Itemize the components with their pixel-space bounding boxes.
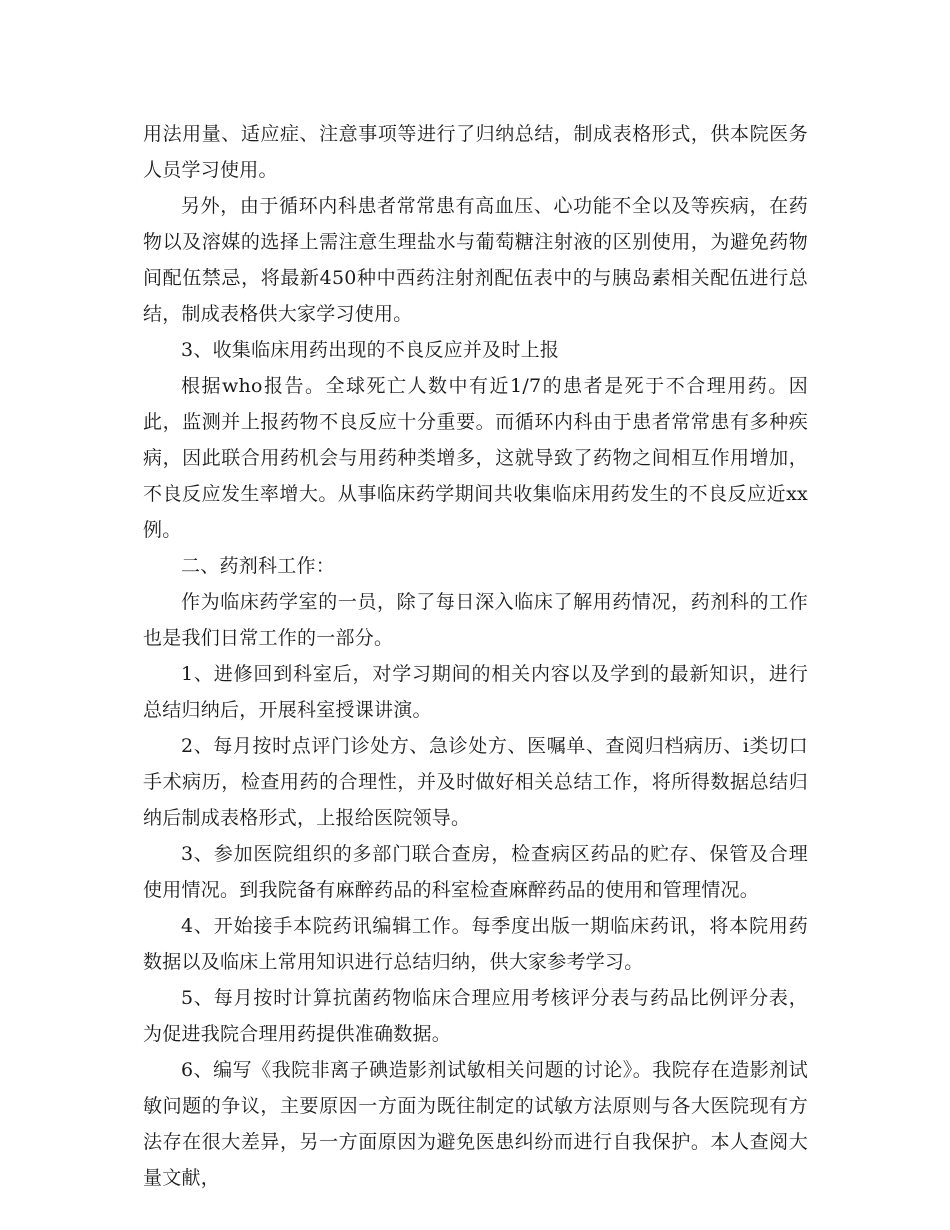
paragraph-5-heading: 二、药剂科工作： xyxy=(181,555,336,577)
paragraph-1: 用法用量、适应症、注意事项等进行了归纳总结，制成表格形式，供本院医务人员学习使用。 xyxy=(143,123,808,181)
document-body xyxy=(143,116,808,1196)
paragraph-2: 另外，由于循环内科患者常常患有高血压、心功能不全以及等疾病，在药物以及溶媒的选择上需注意生理盐水与葡萄糖注射液的区别使用，为避免药物间配伍禁忌，将最新450种中西药注射剂配伍表中的与胰岛素相关配伍进行总结，制成表格供大家学习使用。 xyxy=(143,195,808,325)
paragraph-9: 3、参加医院组织的多部门联合查房，检查病区药品的贮存、保管及合理使用情况。到我院备有麻醉药品的科室检查麻醉药品的使用和管理情况。 xyxy=(143,843,808,901)
paragraph-8: 2、每月按时点评门诊处方、急诊处方、医嘱单、查阅归档病历、ⅰ类切口手术病历，检查用药的合理性，并及时做好相关总结工作，将所得数据总结归纳后制成表格形式，上报给医院领导。 xyxy=(143,735,808,829)
paragraph-10: 4、开始接手本院药讯编辑工作。每季度出版一期临床药讯，将本院用药数据以及临床上常用知识进行总结归纳，供大家参考学习。 xyxy=(143,915,808,973)
paragraph-11: 5、每月按时计算抗菌药物临床合理应用考核评分表与药品比例评分表，为促进我院合理用药提供准确数据。 xyxy=(143,987,808,1045)
paragraph-4: 根据who报告。全球死亡人数中有近1/7的患者是死于不合理用药。因此，监测并上报药物不良反应十分重要。而循环内科由于患者常常患有多种疾病，因此联合用药机会与用药种类增多，这就导致了药物之间相互作用增加，不良反应发生率增大。从事临床药学期间共收集临床用药发生的不良反应近xx例。 xyxy=(143,375,808,541)
paragraph-6: 作为临床药学室的一员，除了每日深入临床了解用药情况，药剂科的工作也是我们日常工作的一部分。 xyxy=(143,591,808,649)
paragraph-3-heading: 3、收集临床用药出现的不良反应并及时上报 xyxy=(181,339,560,361)
paragraph-12: 6、编写《我院非离子碘造影剂试敏相关问题的讨论》。我院存在造影剂试敏问题的争议，主要原因一方面为既往制定的试敏方法原则与各大医院现有方法存在很大差异，另一方面原因为避免医患纠纷而进行自我保护。本人查阅大量文献， xyxy=(143,1059,808,1189)
paragraph-7: 1、进修回到科室后，对学习期间的相关内容以及学到的最新知识，进行总结归纳后，开展科室授课讲演。 xyxy=(143,663,808,721)
